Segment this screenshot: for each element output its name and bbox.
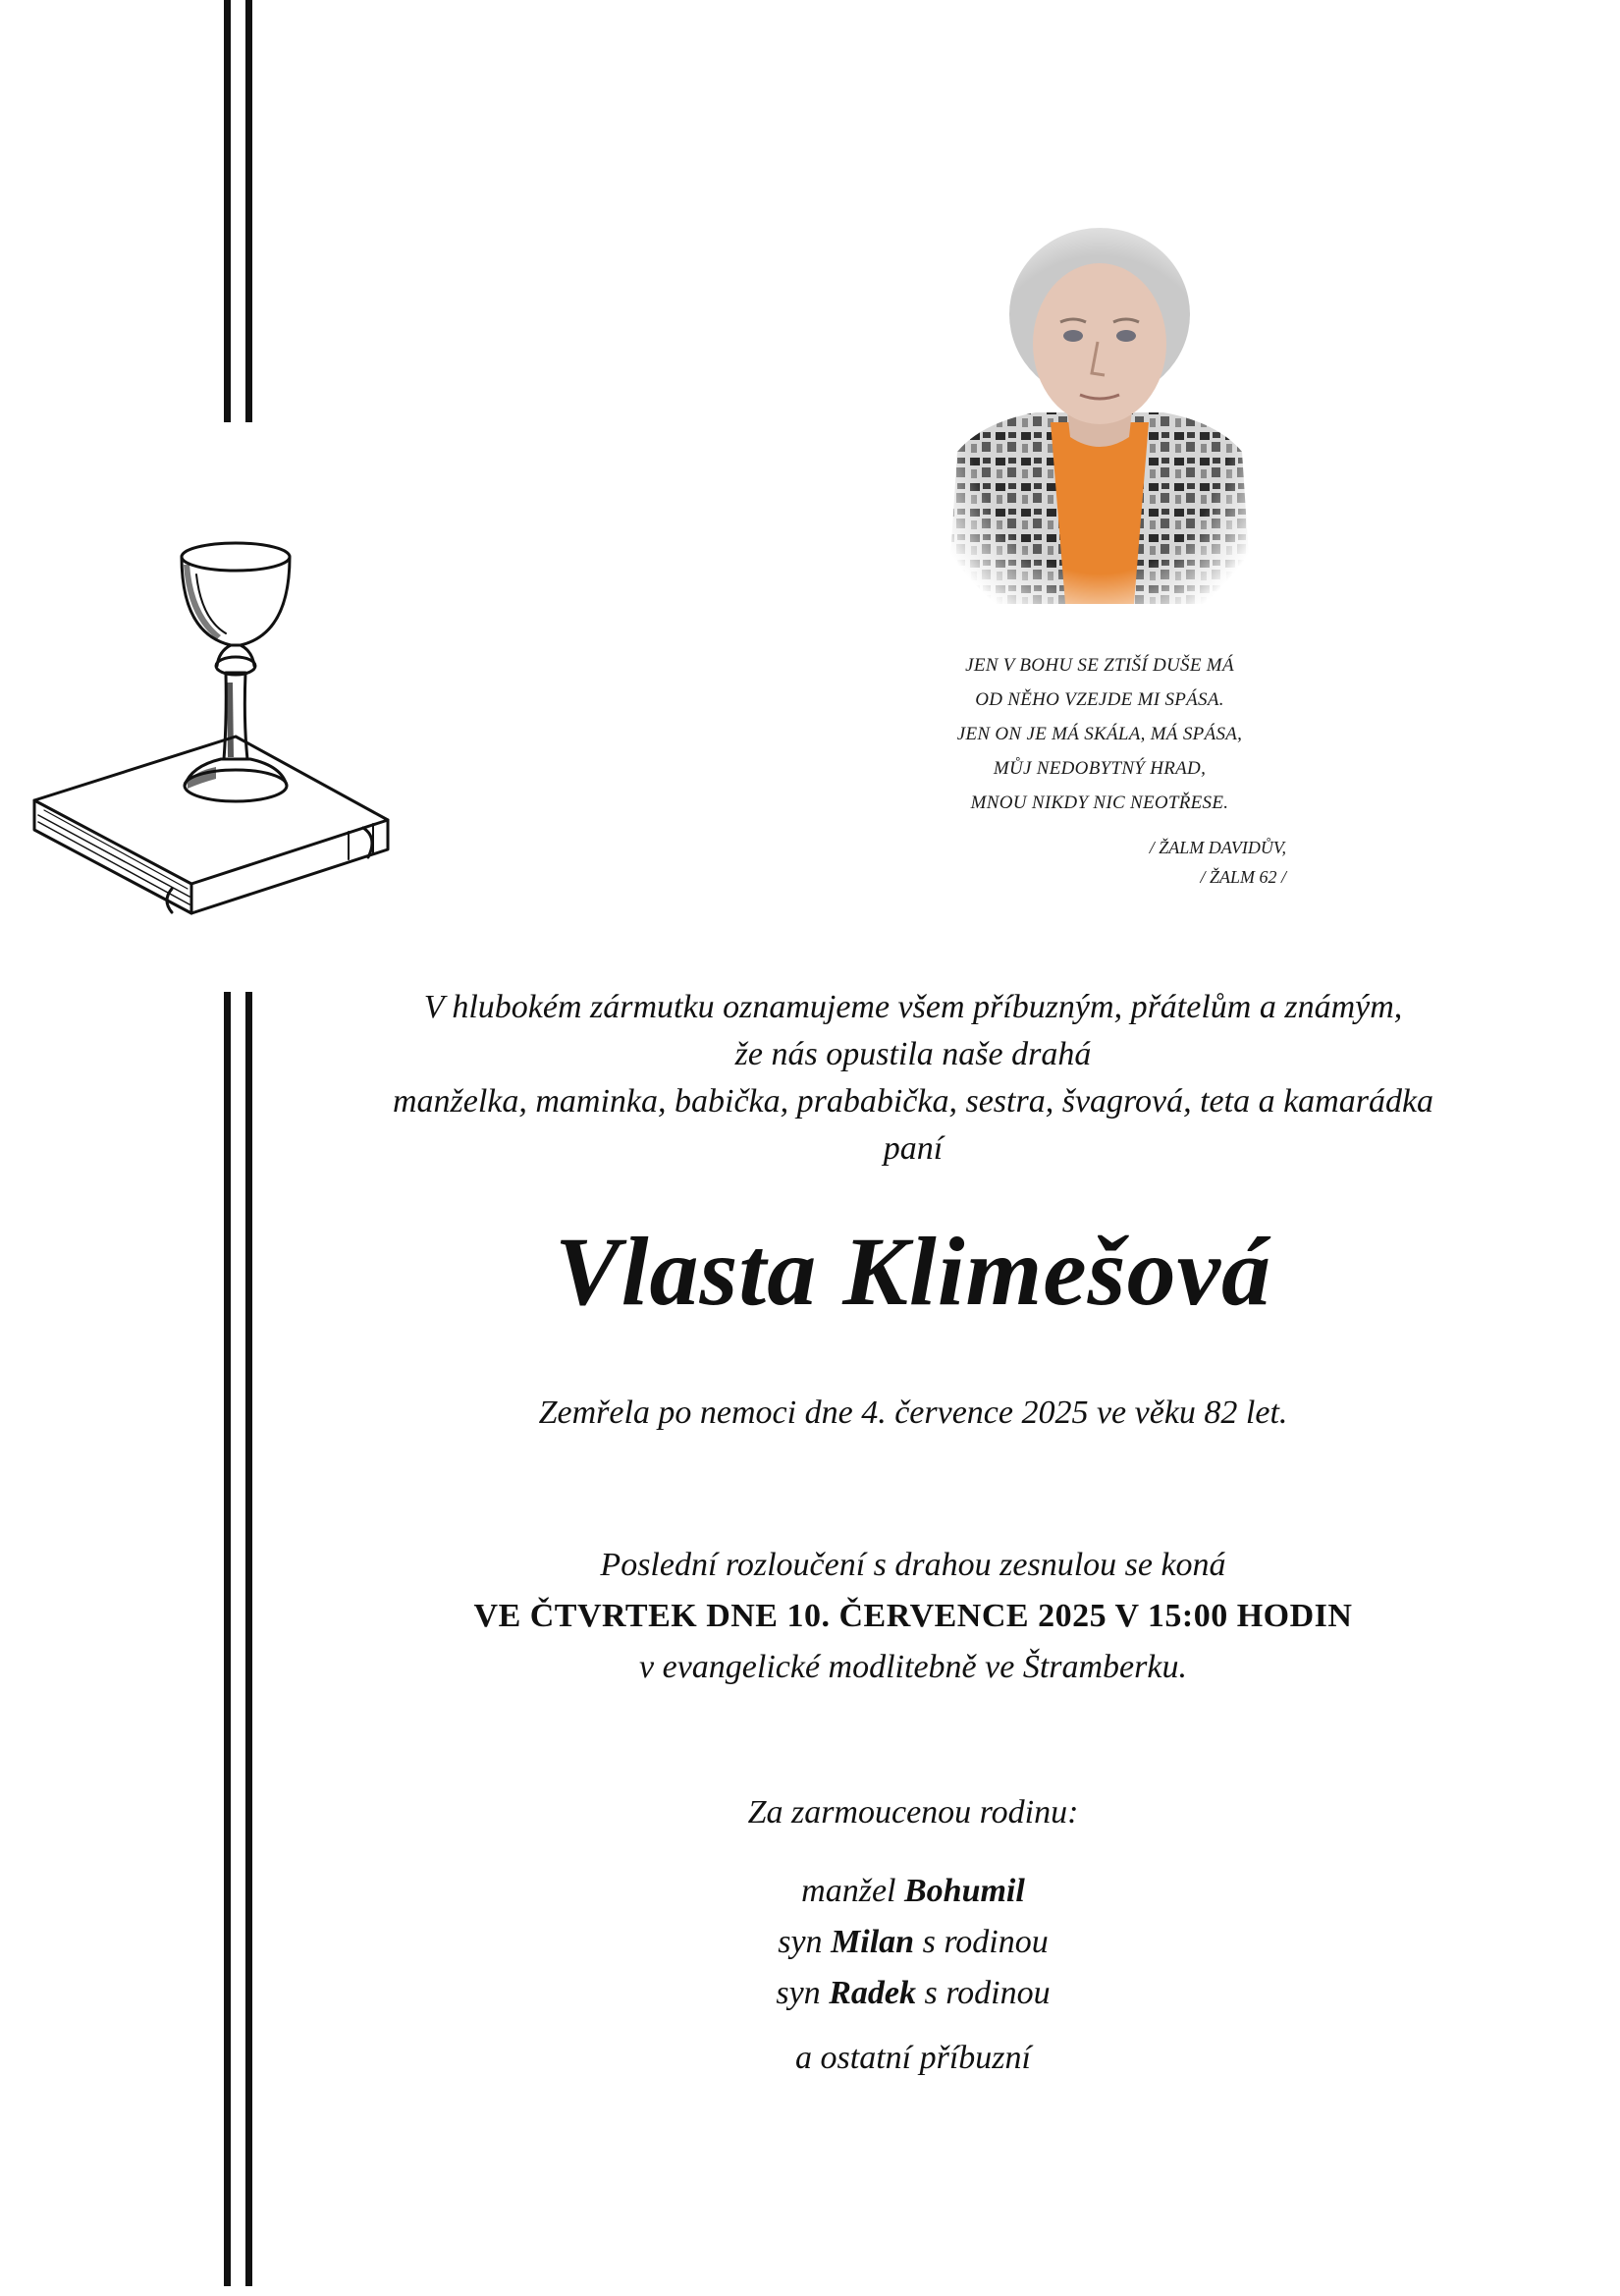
intro-line: V hlubokém zármutku oznamujeme všem příbuzným, přátelům a známým, [423, 989, 1403, 1025]
psalm-line: OD NĚHO VZEJDE MI SPÁSA. [975, 689, 1224, 710]
deceased-name: Vlasta Klimešová [555, 1217, 1271, 1326]
psalm-line: JEN ON JE MÁ SKÁLA, MÁ SPÁSA, [956, 724, 1243, 744]
mourning-rule-bottom-left [224, 992, 231, 2286]
portrait-photo [943, 226, 1257, 604]
death-note: Zemřela po nemoci dne 4. července 2025 ve věku 82 let. [538, 1394, 1288, 1431]
member-relation: manžel [801, 1873, 896, 1909]
mourning-rule-top-left [224, 0, 231, 422]
intro-line: že nás opustila naše drahá [734, 1036, 1092, 1072]
member-name: Milan [831, 1924, 915, 1960]
member-name: Bohumil [903, 1873, 1025, 1909]
psalm-line: MŮJ NEDOBYTNÝ HRAD, [993, 758, 1207, 779]
mourning-rule-top-right [245, 0, 252, 422]
family-heading: Za zarmoucenou rodinu: [747, 1794, 1079, 1831]
family-member [275, 1866, 1551, 1917]
psalm-line: MNOU NIKDY NIC NEOTŘESE. [970, 793, 1229, 813]
farewell-place: v evangelické modlitebně ve Štramberku. [639, 1649, 1187, 1685]
member-relation: syn [778, 1924, 823, 1960]
farewell-line: Poslední rozloučení s drahou zesnulou se koná [600, 1547, 1226, 1583]
farewell-info [275, 1540, 1551, 1693]
family-closing: a ostatní příbuzní [795, 2040, 1031, 2076]
psalm-source [1060, 833, 1286, 892]
psalm-verse [864, 648, 1335, 820]
member-suffix: s rodinou [922, 1924, 1049, 1960]
family-member [275, 1917, 1551, 1968]
member-relation: syn [776, 1975, 821, 2011]
psalm-line: JEN V BOHU SE ZTIŠÍ DUŠE MÁ [965, 655, 1234, 676]
member-name: Radek [829, 1975, 916, 2011]
announcement-intro [275, 984, 1551, 1173]
intro-line: paní [883, 1130, 944, 1167]
psalm-source-line: / ŽALM DAVIDŮV, [1149, 838, 1286, 857]
chalice-on-book-icon [25, 535, 398, 918]
intro-line: manželka, maminka, babička, prababička, sestra, švagrová, teta a kamarádka [392, 1083, 1434, 1120]
psalm-source-line: / ŽALM 62 / [1200, 867, 1286, 887]
family-signature [275, 1787, 1551, 2084]
family-member [275, 1968, 1551, 2019]
mourning-rule-bottom-right [245, 992, 252, 2286]
member-suffix: s rodinou [924, 1975, 1051, 2011]
farewell-date: VE ČTVRTEK DNE 10. ČERVENCE 2025 V 15:00 HODIN [473, 1598, 1353, 1634]
